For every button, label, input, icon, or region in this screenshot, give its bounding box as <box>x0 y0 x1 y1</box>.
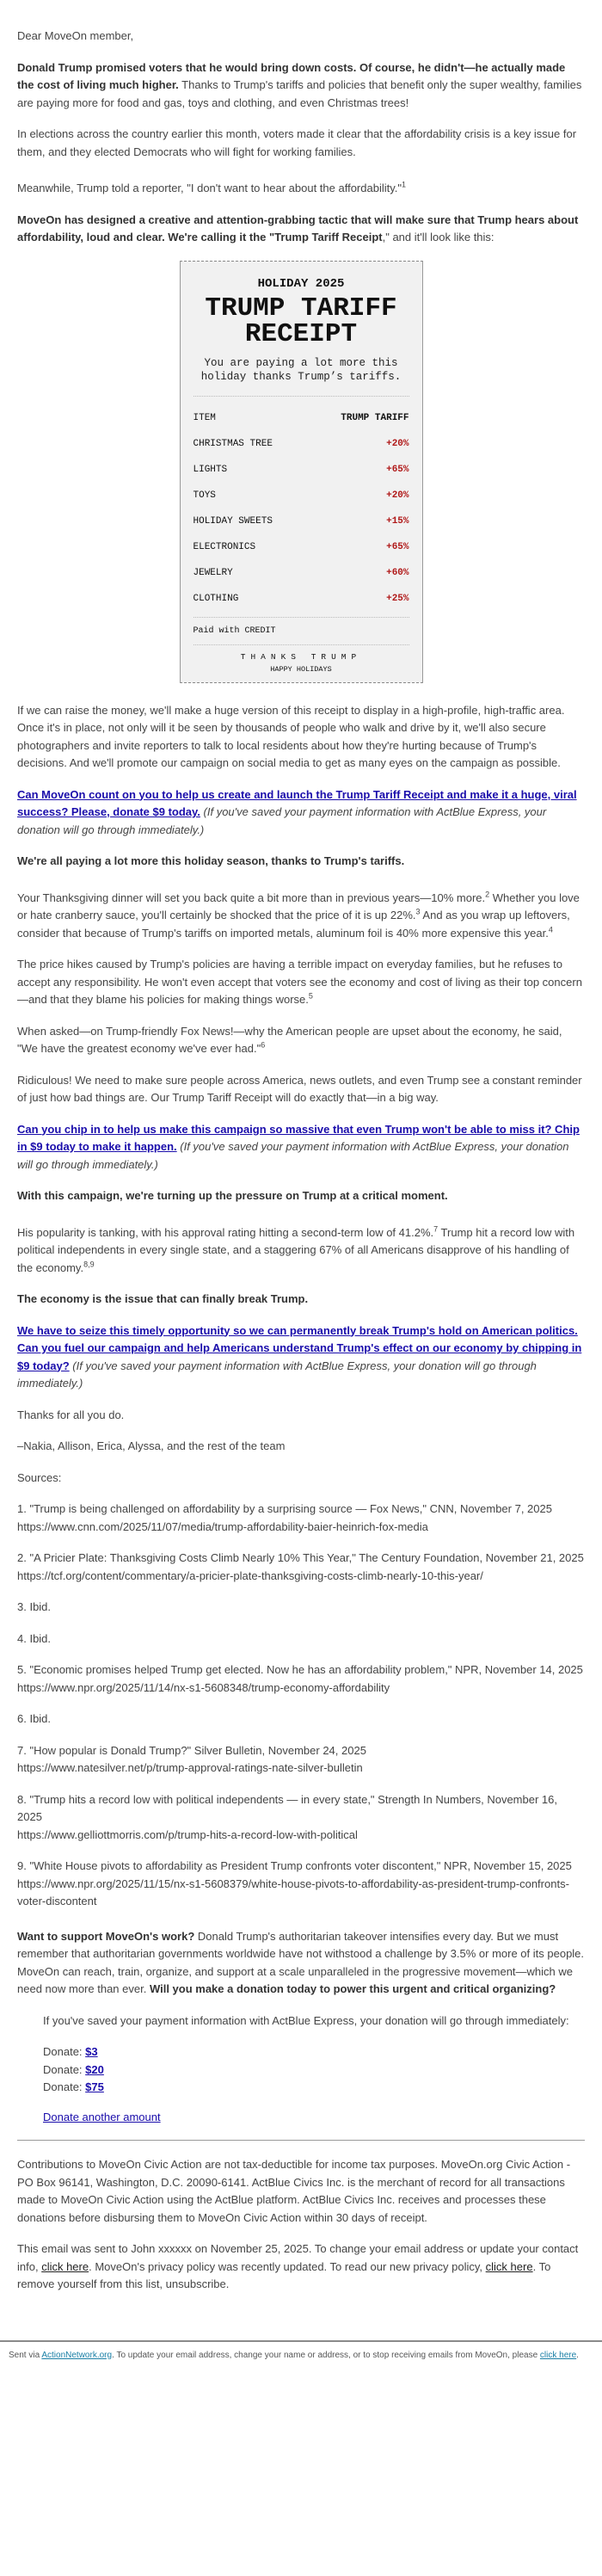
source-url: https://www.cnn.com/2025/11/07/media/trump-affordability-baier-heinrich-fox-media <box>17 1519 428 1533</box>
source-url: https://www.npr.org/2025/11/14/nx-s1-5608348/trump-economy-affordability <box>17 1680 390 1694</box>
bold-text: We're all paying a lot more this holiday season, thanks to Trump's tariffs. <box>17 854 405 867</box>
support-paragraph <box>17 1928 585 1999</box>
paragraph-price-hikes <box>17 956 585 1009</box>
donate-block <box>17 2012 585 2127</box>
cta-paragraph-3 <box>17 1322 585 1393</box>
receipt-subtitle: HOLIDAY 2025 <box>257 276 345 291</box>
paragraph-tactic <box>17 212 585 247</box>
privacy-policy-link[interactable]: click here <box>485 2259 533 2273</box>
bold-text: MoveOn has designed a creative and attention-grabbing tactic that will make sure that Trump hears about affordability, loud and clear. We're calling it the "Trump Tariff Receipt <box>17 213 579 243</box>
footnote-ref: 8,9 <box>83 1260 95 1269</box>
paragraph-plan: If we can raise the money, we'll make a huge version of this receipt to display in a high-profile, high-traffic area. Once it's in place, not only will it be seen by thousands of people who walk and drive by it, we'll also secure photographers and invite reporters to talk to local residents about how they're hurting because of Trump's decisions. And we'll promote our campaign on social media to get as many eyes on the campaign as possible. <box>17 703 565 769</box>
item-tariff: +60% <box>386 567 409 578</box>
source-citation: 9. "White House pivots to affordability as President Trump confronts voter discontent," NPR, November 15, 2025 <box>17 1859 572 1872</box>
donate-option <box>43 2061 585 2080</box>
paragraph-thanksgiving <box>17 890 585 943</box>
email-footer <box>0 2340 602 2388</box>
divider <box>17 2140 585 2141</box>
divider <box>194 644 409 645</box>
text: When asked—on Trump-friendly Fox News!—why the American people are upset about the economy, he said, "We have the greatest economy we've ever had." <box>17 1024 562 1055</box>
footnote-ref: 1 <box>401 180 406 189</box>
actblue-note: (If you've saved your payment information with ActBlue Express, your donation will go through immediately.) <box>17 805 547 836</box>
donate-link-2[interactable]: Can you chip in to help us make this campaign so massive that even Trump won't be able to miss it? Chip in $9 today to make it happen. <box>17 1122 580 1153</box>
donate-20-link[interactable]: $20 <box>85 2062 104 2076</box>
source-item: 6. Ibid. <box>17 1712 52 1725</box>
cta-paragraph-1 <box>17 786 585 840</box>
source-citation: 1. "Trump is being challenged on affordability by a surprising source — Fox News," CNN, November 7, 2025 <box>17 1502 552 1515</box>
receipt-row <box>194 483 409 508</box>
sources-label: Sources: <box>17 1470 62 1484</box>
source-citation: 5. "Economic promises helped Trump get elected. Now he has an affordability problem," NPR, November 14, 2025 <box>17 1663 583 1676</box>
item-name: CHRISTMAS TREE <box>193 438 273 449</box>
update-contact-link[interactable]: click here <box>41 2259 89 2273</box>
donate-3-link[interactable]: $3 <box>85 2045 98 2058</box>
text: Meanwhile, Trump told a reporter, "I don't want to hear about the affordability." <box>17 182 402 194</box>
item-tariff: +25% <box>386 593 409 604</box>
footnote-ref: 3 <box>415 907 421 916</box>
source-item <box>17 1791 585 1845</box>
item-tariff: +65% <box>386 464 409 475</box>
bold-text: Want to support MoveOn's work? <box>17 1929 195 1943</box>
paragraph-fox-news <box>17 1023 585 1058</box>
donate-other-wrapper <box>43 2109 585 2127</box>
donate-label: Donate: <box>43 2080 86 2093</box>
source-url: https://www.gelliottmorris.com/p/trump-hits-a-record-low-with-political <box>17 1827 358 1841</box>
source-item <box>17 1550 585 1585</box>
donate-link-1[interactable]: Can MoveOn count on you to help us create and launch the Trump Tariff Receipt and make it a huge, viral success? Please, donate $9 today. <box>17 787 577 818</box>
text: . To update your email address, change your name or address, or to stop receiving emails from MoveOn, please <box>112 2350 540 2360</box>
receipt-row <box>194 508 409 534</box>
donate-another-amount-link[interactable]: Donate another amount <box>43 2110 161 2123</box>
footnote-ref: 4 <box>548 925 553 934</box>
receipt-thanks: THANKS TRUMP <box>240 651 362 662</box>
divider <box>194 396 409 397</box>
sent-to-notice <box>17 2240 585 2294</box>
paragraph-ridiculous: Ridiculous! We need to make sure people across America, news outlets, and even Trump see a constant reminder of just how bad things are. Our Trump Tariff Receipt will do exactly that—in a big way. <box>17 1073 582 1104</box>
donate-label: Donate: <box>43 2062 86 2076</box>
bold-text: With this campaign, we're turning up the pressure on Trump at a critical moment. <box>17 1189 448 1202</box>
source-url: https://www.npr.org/2025/11/15/nx-s1-5608379/white-house-pivots-to-affordability-as-president-trump-confronts-voter-discontent <box>17 1877 569 1907</box>
footnote-ref: 5 <box>308 991 313 1001</box>
item-tariff: +65% <box>386 541 409 552</box>
text: Your Thanksgiving dinner will set you back quite a bit more than in previous years—10% more. <box>17 891 486 904</box>
receipt-header-row <box>194 405 409 431</box>
donate-75-link[interactable]: $75 <box>85 2080 104 2093</box>
footnote-ref: 2 <box>485 890 490 899</box>
thanks: Thanks for all you do. <box>17 1408 125 1421</box>
source-url: https://tcf.org/content/commentary/a-pricier-plate-thanksgiving-costs-climb-nearly-10-this-year/ <box>17 1568 483 1582</box>
text: The price hikes caused by Trump's policies are having a terrible impact on everyday families, but he refuses to accept any responsibility. He won't even accept that voters see the economy and cost of living as their top concern—and that they blame his policies for making things worse. <box>17 958 582 1006</box>
source-item <box>17 1742 585 1778</box>
actblue-note: (If you've saved your payment information with ActBlue Express, your donation will go through immediately.) <box>17 1359 537 1390</box>
item-name: CLOTHING <box>193 593 239 604</box>
item-tariff: +15% <box>386 515 409 527</box>
donate-option <box>43 2079 585 2097</box>
receipt-payment: Paid with CREDIT <box>193 626 276 636</box>
column-tariff: TRUMP TARIFF <box>341 412 409 423</box>
text: . MoveOn's privacy policy was recently updated. To read our new privacy policy, <box>89 2259 486 2273</box>
source-item <box>17 1661 585 1697</box>
paragraph-meanwhile <box>17 180 585 198</box>
receipt-row <box>194 457 409 483</box>
footnote-ref: 7 <box>433 1224 439 1234</box>
text: This email was sent to John xxxxxx on November 25, 2025. To change your email address or update your contact info, <box>17 2242 579 2273</box>
unsubscribe-link[interactable]: click here <box>539 2350 577 2360</box>
item-name: JEWELRY <box>193 567 233 578</box>
receipt-row <box>194 586 409 612</box>
heading-pressure <box>17 1187 585 1205</box>
receipt-row <box>194 560 409 586</box>
bold-text: The economy is the issue that can finally break Trump. <box>17 1292 309 1305</box>
signoff: –Nakia, Allison, Erica, Alyssa, and the rest of the team <box>17 1439 286 1452</box>
source-citation: 8. "Trump hits a record low with political independents — in every state," Strength In Numbers, November 16, 2025 <box>17 1792 557 1823</box>
footnote-ref: 6 <box>261 1040 266 1050</box>
heading-paying-more <box>17 853 585 871</box>
source-citation: 2. "A Pricier Plate: Thanksgiving Costs Climb Nearly 10% This Year," The Century Foundation, November 21, 2025 <box>17 1551 584 1564</box>
paragraph-elections: In elections across the country earlier this month, voters made it clear that the affordability crisis is a key issue for them, and they elected Democrats who will fight for working families. <box>17 127 577 158</box>
text: His popularity is tanking, with his approval rating hitting a second-term low of 41.2%. <box>17 1225 434 1239</box>
greeting: Dear MoveOn member, <box>17 29 134 42</box>
text: ," and it'll look like this: <box>382 231 494 243</box>
source-item: 3. Ibid. <box>17 1600 52 1613</box>
donate-label: Donate: <box>43 2045 86 2058</box>
source-citation: 7. "How popular is Donald Trump?" Silver Bulletin, November 24, 2025 <box>17 1743 366 1757</box>
item-name: TOYS <box>193 490 216 501</box>
text: And as you wrap up leftovers, consider that because of Trump's tariffs on imported metals, aluminum foil is 40% more expensive this year. <box>17 909 570 940</box>
divider <box>194 617 409 618</box>
receipt-row <box>194 534 409 560</box>
heading-economy <box>17 1291 585 1309</box>
source-item: 4. Ibid. <box>17 1631 52 1645</box>
source-url: https://www.natesilver.net/p/trump-approval-ratings-nate-silver-bulletin <box>17 1761 363 1774</box>
tariff-receipt-image <box>180 261 423 683</box>
actblue-note: (If you've saved your payment information with ActBlue Express, your donation will go through immediately.) <box>17 1140 569 1171</box>
source-item <box>17 1858 585 1911</box>
text: Thanks to Trump's tariffs and policies that benefit only the super wealthy, families are paying more for food and gas, toys and clothing, and even Christmas trees! <box>17 78 582 109</box>
receipt-happy-holidays: HAPPY HOLIDAYS <box>270 664 332 674</box>
item-name: LIGHTS <box>193 464 228 475</box>
paragraph-popularity <box>17 1224 585 1278</box>
text: . <box>576 2350 579 2360</box>
receipt-row <box>194 431 409 457</box>
text: Trump hit a record low with political independents in every single state, and a staggering 67% of all Americans disapprove of his handling of the economy. <box>17 1225 575 1274</box>
donate-link-3[interactable]: We have to seize this timely opportunity so we can permanently break Trump's hold on American politics. Can you fuel our campaign and help Americans understand Trump's effect on our economy by chipping in $9 today? <box>17 1323 582 1372</box>
item-name: HOLIDAY SWEETS <box>193 515 273 527</box>
text: Sent via <box>9 2350 42 2360</box>
text: . To remove yourself from this list, unsubscribe. <box>17 2259 551 2290</box>
donate-option <box>43 2043 585 2061</box>
donate-intro: If you've saved your payment information with ActBlue Express, your donation will go through immediately: <box>43 2013 569 2027</box>
item-name: ELECTRONICS <box>193 541 256 552</box>
receipt-description: You are paying a lot more this holiday thanks Trump’s tariffs. <box>200 356 402 383</box>
receipt-title: TRUMP TARIFF RECEIPT <box>205 293 397 349</box>
item-tariff: +20% <box>386 438 409 449</box>
legal-disclaimer: Contributions to MoveOn Civic Action are not tax-deductible for income tax purposes. MoveOn.org Civic Action - PO Box 96141, Washington, D.C. 20090-6141. ActBlue Civics Inc. is the merchant of record for all transactions made to MoveOn Civic Action using the ActBlue platform. ActBlue Civics Inc. receives and processes these donations before disbursing them to MoveOn Civic Action within 30 days of receipt. <box>17 2158 571 2224</box>
item-tariff: +20% <box>386 490 409 501</box>
cta-paragraph-2 <box>17 1121 585 1174</box>
actionnetwork-link[interactable]: ActionNetwork.org <box>41 2350 113 2360</box>
bold-text: Will you make a donation today to power this urgent and critical organizing? <box>149 1982 556 1995</box>
column-item: ITEM <box>193 412 216 423</box>
source-item <box>17 1501 585 1536</box>
text: Whether you love or hate cranberry sauce, you'll certainly be shocked that the price of it is up 22%. <box>17 891 580 921</box>
bold-text: Donald Trump promised voters that he would bring down costs. Of course, he didn't—he actually made the cost of living much higher. <box>17 60 566 91</box>
sources-list <box>17 1501 585 1911</box>
text: Donald Trump's authoritarian takeover intensifies every day. But we must remember that authoritarian governments worldwide have not withstood a challenge by 3.5% or more of its people. MoveOn can reach, train, organize, and support at a scale unparalleled in the progressive movement—which we need now more than ever. <box>17 1929 585 1995</box>
paragraph-intro <box>17 59 585 113</box>
